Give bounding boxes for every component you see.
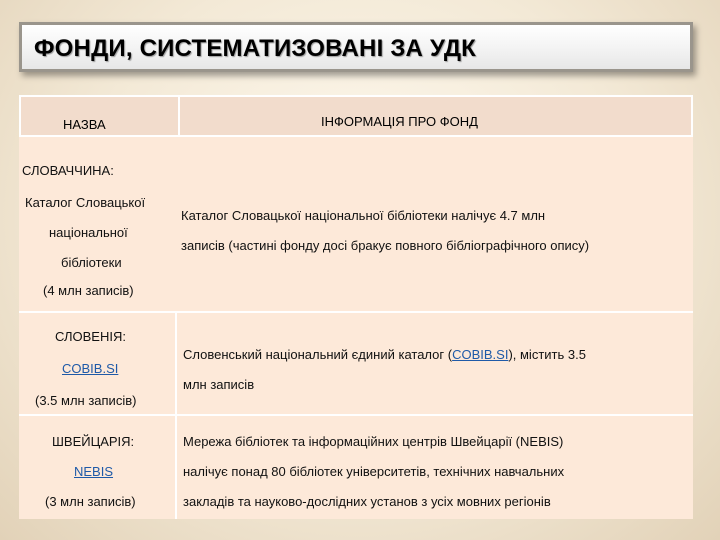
cobib-info-link[interactable]: COBIB.SI: [452, 347, 509, 362]
info-line: [183, 347, 586, 362]
name-line: (4 млн записів): [43, 283, 134, 298]
info-line: Мережа бібліотек та інформаційних центрів Швейцарії (NEBIS): [183, 434, 564, 449]
name-line: бібліотеки: [61, 255, 122, 270]
row-slovenia-info: [177, 311, 693, 414]
section-label: СЛОВАЧЧИНА:: [22, 163, 114, 178]
info-line: налічує понад 80 бібліотек університетів, технічних навчальних: [183, 464, 565, 479]
nebis-link[interactable]: NEBIS: [74, 464, 114, 479]
slide-title: ФОНДИ, СИСТЕМАТИЗОВАНІ ЗА УДК: [34, 35, 477, 62]
header-divider: [178, 97, 180, 139]
name-line: національної: [49, 225, 128, 240]
title-box: [19, 22, 693, 72]
info-suffix: ), містить 3.5: [508, 347, 586, 362]
info-line: Каталог Словацької національної бібліотеки налічує 4.7 млн: [181, 208, 546, 223]
header-info: ІНФОРМАЦІЯ ПРО ФОНД: [321, 114, 478, 129]
info-line: млн записів: [183, 377, 255, 392]
row-switzerland-name: [19, 414, 177, 519]
section-label: СЛОВЕНІЯ:: [55, 329, 126, 344]
row-switzerland-info: [177, 414, 693, 519]
table-header: [19, 95, 693, 137]
section-label: ШВЕЙЦАРІЯ:: [52, 434, 135, 449]
row-slovenia-name: [19, 311, 177, 414]
info-line: закладів та науково-дослідних установ з усіх мовних регіонів: [183, 494, 551, 509]
cobib-link[interactable]: COBIB.SI: [62, 361, 119, 376]
header-name: НАЗВА: [63, 117, 106, 132]
record-count: (3.5 млн записів): [35, 393, 137, 408]
info-line: записів (частині фонду досі бракує повного бібліографічного опису): [181, 238, 590, 253]
name-line: Каталог Словацької: [25, 195, 146, 210]
record-count: (3 млн записів): [45, 494, 136, 509]
info-prefix: Словенський національний єдиний каталог (: [183, 347, 453, 362]
